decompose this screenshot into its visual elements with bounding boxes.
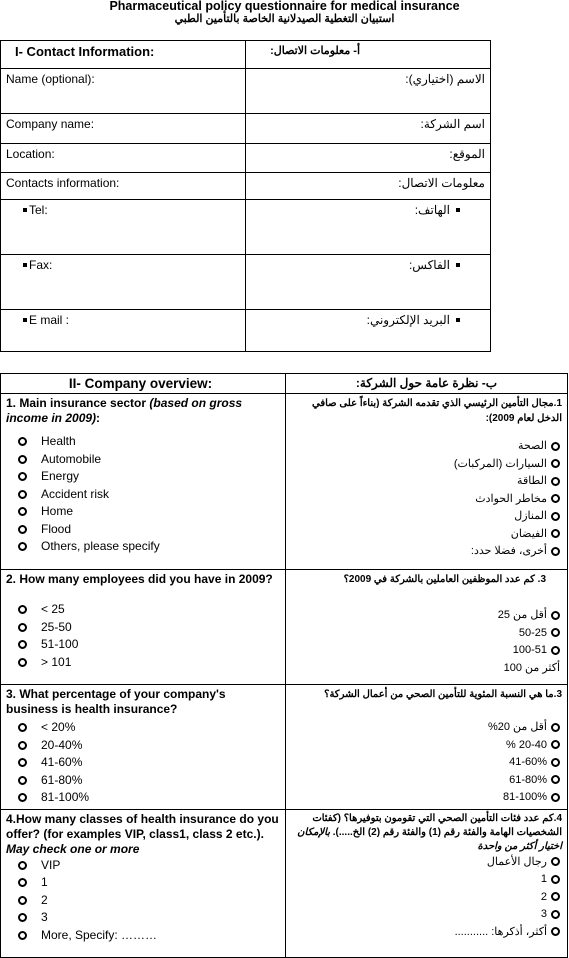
option-energy-arabic[interactable] <box>291 473 562 491</box>
option-label: Flood <box>41 521 72 536</box>
option-label: Energy <box>41 469 80 483</box>
fax-field-arabic[interactable] <box>246 255 491 310</box>
tel-field[interactable] <box>1 200 246 255</box>
question-4 <box>1 809 286 957</box>
radio-circle-icon[interactable] <box>551 442 560 451</box>
option-label: 51-100 <box>41 637 79 651</box>
question-1-options <box>6 433 280 556</box>
radio-circle-icon[interactable] <box>18 758 27 767</box>
question-2-text-arabic: 3. كم عدد الموظفين العاملين بالشركة في 2009؟ <box>343 574 546 585</box>
option-81-100-arabic[interactable] <box>291 789 562 807</box>
option-more-arabic[interactable] <box>291 924 562 942</box>
checkbox-circle-icon[interactable] <box>551 875 560 884</box>
option-health-arabic[interactable] <box>291 438 562 456</box>
option-61-80-arabic[interactable] <box>291 772 562 790</box>
question-1-options-arabic <box>291 438 562 561</box>
bullet-icon <box>23 208 27 212</box>
checkbox-circle-icon[interactable] <box>18 861 27 870</box>
question-2-arabic <box>286 570 568 685</box>
question-2 <box>1 570 286 685</box>
option-51-100-arabic[interactable] <box>291 642 562 660</box>
question-1-note: (based on gross income in 2009) <box>6 396 243 425</box>
tel-label: Tel: <box>29 203 48 217</box>
page-title-arabic: استبيان التغطية الصيدلانية الخاصة بالتأمين الطبي <box>174 13 395 25</box>
radio-circle-icon[interactable] <box>551 646 560 655</box>
option-label: أقل من 20% <box>487 721 547 733</box>
option-class-3-arabic[interactable] <box>291 906 562 924</box>
option-label: Automobile <box>41 451 102 466</box>
question-4-note: May check one or more <box>6 841 140 856</box>
option-label: رجال الأعمال <box>486 855 547 868</box>
question-2-options <box>6 601 280 671</box>
option-label: 50-25 <box>518 626 547 639</box>
radio-circle-icon[interactable] <box>551 793 560 802</box>
section2-heading: II- Company overview: <box>1 374 286 394</box>
location-field[interactable] <box>1 144 246 173</box>
option-label: 25-50 <box>41 619 72 634</box>
fax-label: Fax: <box>29 258 53 272</box>
question-1-text-arabic: 1.مجال التأمين الرئيسي الذي تقدمه الشركة (بناءاً على صافي الدخل لعام 2009): <box>312 398 562 424</box>
question-3-arabic <box>286 685 568 810</box>
option-label: Health <box>41 434 76 448</box>
option-flood-arabic[interactable] <box>291 526 562 544</box>
radio-circle-icon[interactable] <box>551 758 560 767</box>
bullet-icon <box>23 318 27 322</box>
name-label: Name (optional): <box>6 72 95 86</box>
radio-circle-icon[interactable] <box>18 605 27 614</box>
option-label: 3 <box>41 910 48 924</box>
location-field-arabic[interactable] <box>246 144 491 173</box>
option-label: الصحة <box>518 440 547 452</box>
option-label: 100-51 <box>512 644 547 656</box>
radio-circle-icon[interactable] <box>551 628 560 637</box>
option-lt-20[interactable] <box>6 719 280 737</box>
radio-circle-icon[interactable] <box>551 740 560 749</box>
checkbox-circle-icon[interactable] <box>551 927 560 936</box>
option-label: المنازل <box>514 510 547 522</box>
option-lt-20-arabic[interactable] <box>291 719 562 737</box>
name-label-arabic: الاسم (اختياري): <box>405 72 485 86</box>
question-4-text: 4.How many classes of health insurance do you offer? (for examples VIP, class1, class 2 etc.). <box>6 811 279 841</box>
radio-circle-icon[interactable] <box>18 437 27 446</box>
option-label: 1 <box>540 873 547 885</box>
section2-heading-arabic: ب- نظرة عامة حول الشركة: <box>286 374 568 394</box>
radio-circle-icon[interactable] <box>18 776 27 785</box>
option-label: الفيضان <box>510 527 547 540</box>
bullet-icon <box>456 318 460 322</box>
email-label-arabic: البريد الإلكتروني: <box>366 313 450 327</box>
checkbox-circle-icon[interactable] <box>551 892 560 901</box>
option-label: 2 <box>540 890 547 903</box>
radio-circle-icon[interactable] <box>551 477 560 486</box>
option-gt-100-arabic[interactable] <box>291 660 562 678</box>
radio-circle-icon[interactable] <box>551 512 560 521</box>
option-label: أكثر، أذكرها: ........... <box>454 925 547 938</box>
option-class-1[interactable] <box>6 874 280 892</box>
tel-label-arabic: الهاتف: <box>414 203 450 217</box>
option-label: VIP <box>41 857 61 872</box>
option-label: Others, please specify <box>41 539 160 553</box>
question-3-options <box>6 719 280 807</box>
question-4-options-arabic <box>291 854 562 942</box>
question-3-options-arabic <box>291 719 562 807</box>
radio-circle-icon[interactable] <box>18 507 27 516</box>
contacts-information-label-arabic: معلومات الاتصال: <box>246 173 491 200</box>
tel-field-arabic[interactable] <box>246 200 491 255</box>
option-label: 41-60% <box>509 756 547 768</box>
option-label: 81-100% <box>502 791 547 803</box>
option-label: 41-60% <box>41 755 83 769</box>
contact-information-table <box>0 40 491 352</box>
option-class-1-arabic[interactable] <box>291 871 562 889</box>
option-accident-risk-arabic[interactable] <box>291 491 562 509</box>
location-label: Location: <box>6 147 55 161</box>
radio-circle-icon[interactable] <box>18 455 27 464</box>
option-label: 61-80% <box>41 772 83 787</box>
option-label: الطاقة <box>517 475 547 487</box>
option-41-60[interactable] <box>6 754 280 772</box>
company-name-label-arabic: اسم الشركة: <box>420 117 485 131</box>
radio-circle-icon[interactable] <box>551 775 560 784</box>
radio-circle-icon[interactable] <box>18 490 27 499</box>
checkbox-circle-icon[interactable] <box>551 857 560 866</box>
option-automobile[interactable] <box>6 451 280 469</box>
radio-circle-icon[interactable] <box>18 741 27 750</box>
option-gt-101[interactable] <box>6 654 280 672</box>
location-label-arabic: الموقع: <box>449 147 485 161</box>
option-label: 20-40% <box>41 737 83 752</box>
checkbox-circle-icon[interactable] <box>551 910 560 919</box>
option-61-80[interactable] <box>6 772 280 790</box>
company-overview-table <box>0 373 568 958</box>
email-field[interactable] <box>1 310 246 352</box>
company-name-field[interactable] <box>1 114 246 144</box>
option-more[interactable] <box>6 927 280 945</box>
checkbox-circle-icon[interactable] <box>18 896 27 905</box>
option-others[interactable] <box>6 538 280 556</box>
option-51-100[interactable] <box>6 636 280 654</box>
radio-circle-icon[interactable] <box>18 472 27 481</box>
option-81-100[interactable] <box>6 789 280 807</box>
option-20-40-arabic[interactable] <box>291 737 562 755</box>
option-accident-risk[interactable] <box>6 486 280 504</box>
name-field[interactable] <box>1 69 246 114</box>
option-flood[interactable] <box>6 521 280 539</box>
radio-circle-icon[interactable] <box>18 640 27 649</box>
option-label: < 25 <box>41 602 65 616</box>
question-4-note-arabic: بالإمكان اختيار أكثر من واحدة <box>297 826 562 852</box>
radio-circle-icon[interactable] <box>18 723 27 732</box>
option-lt-25-arabic[interactable] <box>291 607 562 625</box>
question-4-arabic <box>286 809 568 957</box>
radio-circle-icon[interactable] <box>551 494 560 503</box>
option-class-3[interactable] <box>6 909 280 927</box>
fax-field[interactable] <box>1 255 246 310</box>
radio-circle-icon[interactable] <box>18 793 27 802</box>
option-health[interactable] <box>6 433 280 451</box>
radio-circle-icon[interactable] <box>551 723 560 732</box>
option-energy[interactable] <box>6 468 280 486</box>
checkbox-circle-icon[interactable] <box>18 878 27 887</box>
radio-circle-icon[interactable] <box>551 529 560 538</box>
option-label: Accident risk <box>41 486 110 501</box>
option-label: أقل من 25 <box>497 609 547 621</box>
question-2-text: 2. How many employees did you have in 2009? <box>6 572 273 586</box>
radio-circle-icon[interactable] <box>18 623 27 632</box>
company-name-field-arabic[interactable] <box>246 114 491 144</box>
bullet-icon <box>456 208 460 212</box>
radio-circle-icon[interactable] <box>551 459 560 468</box>
option-vip-arabic[interactable] <box>291 854 562 872</box>
option-25-50-arabic[interactable] <box>291 625 562 643</box>
question-2-options-arabic <box>291 607 562 677</box>
option-automobile-arabic[interactable] <box>291 456 562 474</box>
radio-circle-icon[interactable] <box>551 547 560 556</box>
radio-circle-icon[interactable] <box>18 542 27 551</box>
question-1-arabic <box>286 394 568 570</box>
name-field-arabic[interactable] <box>246 69 491 114</box>
option-class-2[interactable] <box>6 892 280 910</box>
email-label: E mail : <box>29 313 70 327</box>
question-1 <box>1 394 286 570</box>
option-label: 1 <box>41 875 48 889</box>
option-home-arabic[interactable] <box>291 508 562 526</box>
option-label: < 20% <box>41 720 76 734</box>
question-1-colon: : <box>96 411 101 425</box>
section1-heading-arabic: أ- معلومات الاتصال: <box>246 41 491 69</box>
fax-label-arabic: الفاكس: <box>408 258 450 272</box>
option-label: 3 <box>540 908 547 920</box>
checkbox-circle-icon[interactable] <box>18 913 27 922</box>
option-label: مخاطر الحوادث <box>475 492 547 505</box>
option-label: > 101 <box>41 654 72 669</box>
bullet-icon <box>23 263 27 267</box>
contacts-information-label: Contacts information: <box>1 173 246 200</box>
option-label: أكثر من 100 <box>503 661 560 674</box>
radio-circle-icon[interactable] <box>18 658 27 667</box>
radio-circle-icon[interactable] <box>551 611 560 620</box>
bullet-icon <box>456 263 460 267</box>
option-label: More, Specify: ……… <box>41 927 158 942</box>
option-label: 61-80% <box>509 773 547 786</box>
company-name-label: Company name: <box>6 117 95 131</box>
question-4-options <box>6 857 280 945</box>
option-20-40[interactable] <box>6 737 280 755</box>
question-3-text-arabic: 3.ما هي النسبة المئوية للتأمين الصحي من أعمال الشركة؟ <box>324 689 562 700</box>
option-lt-25[interactable] <box>6 601 280 619</box>
option-label: Home <box>41 504 74 518</box>
option-label: 81-100% <box>41 790 90 804</box>
option-others-arabic[interactable] <box>291 543 562 561</box>
checkbox-circle-icon[interactable] <box>18 931 27 940</box>
question-4-text-arabic: 4.كم عدد فئات التأمين الصحي التي تقومون بتوفيرها؟ (كفئات الشخصيات الهامة والفئة رقم (1) والفئة رقم (2) الخ.....). <box>312 812 562 838</box>
option-label: أخرى، فضلا حدد: <box>470 545 547 557</box>
section1-heading: I- Contact Information: <box>1 41 246 69</box>
option-label: 20-40 % <box>506 738 547 751</box>
radio-circle-icon[interactable] <box>18 525 27 534</box>
option-label: 2 <box>41 892 48 907</box>
option-41-60-arabic[interactable] <box>291 754 562 772</box>
option-home[interactable] <box>6 503 280 521</box>
email-field-arabic[interactable] <box>246 310 491 352</box>
question-1-text: 1. Main insurance sector <box>6 396 147 410</box>
option-class-2-arabic[interactable] <box>291 889 562 907</box>
option-vip[interactable] <box>6 857 280 875</box>
question-3-text: 3. What percentage of your company's business is health insurance? <box>6 687 226 716</box>
page-title: Pharmaceutical policy questionnaire for medical insurance <box>109 0 460 13</box>
option-label: السيارات (المركبات) <box>453 457 547 470</box>
option-25-50[interactable] <box>6 619 280 637</box>
question-3 <box>1 685 286 810</box>
